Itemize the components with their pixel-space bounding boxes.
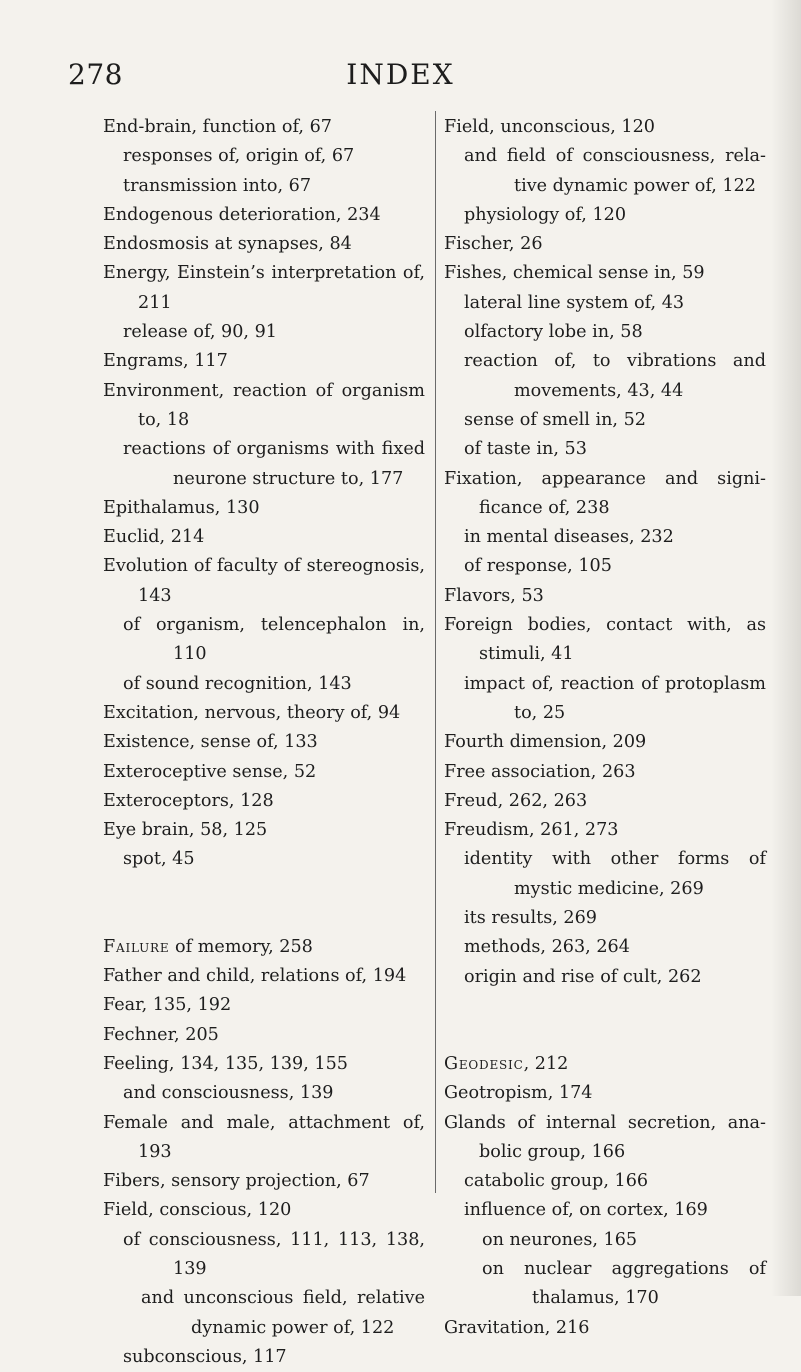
index-entry [444,758,766,787]
entry-text: its results, 269 [464,908,597,929]
entry-text: Fixation, appearance and significance of, 238 [444,468,766,518]
index-subentry [103,1343,425,1372]
index-column-left [103,113,425,1372]
entry-text: Glands of internal secretion, anabolic group, 166 [444,1112,766,1162]
entry-text: Fear, 135, 192 [103,995,232,1016]
index-subentry [444,552,766,581]
index-entry [103,259,425,318]
index-entry [103,523,425,552]
entry-text: Fishes, chemical sense in, 59 [444,263,705,284]
entry-text: impact of, reaction of protoplasm to, 25 [464,673,766,723]
entry-text: Energy, Einstein’s interpretation of, 211 [103,263,425,313]
index-subentry [444,1167,766,1196]
entry-text: on neurones, 165 [482,1229,638,1250]
index-entry [103,816,425,845]
index-entry [444,1314,766,1343]
index-subentry [444,435,766,464]
index-entry [103,991,425,1020]
entry-text: Fourth dimension, 209 [444,732,647,753]
index-subentry [103,172,425,201]
index-entry [444,611,766,670]
index-entry [103,728,425,757]
entry-text: and unconscious field, relative dynamic power of, 122 [141,1288,425,1338]
index-subentry [444,933,766,962]
entry-text: on nuclear aggregations of thalamus, 170 [482,1258,766,1309]
entry-text: Freud, 262, 263 [444,790,588,811]
entry-text: of response, 105 [464,556,612,577]
index-subentry [103,1284,425,1343]
index-column-right [444,113,766,1343]
index-entry [444,787,766,816]
entry-text: physiology of, 120 [464,204,627,225]
entry-text: Engrams, 117 [103,351,228,372]
entry-text: Euclid, 214 [103,527,205,548]
index-entry [103,1196,425,1225]
index-subentry [444,1255,766,1314]
entry-text: of memory, 258 [169,936,313,957]
index-subentry [444,201,766,230]
section-gap [103,875,425,933]
index-entry [444,113,766,142]
entry-text: spot, 45 [123,849,195,870]
entry-text: olfactory lobe in, 58 [464,322,643,343]
index-entry [444,728,766,757]
entry-text: of sound recognition, 143 [123,673,352,694]
entry-text: of consciousness, 111, 113, 138, 139 [123,1229,425,1279]
entry-text: methods, 263, 264 [464,937,630,958]
section-gap [444,992,766,1050]
entry-text: Exteroceptors, 128 [103,790,274,811]
page-edge-shadow [771,0,801,1296]
entry-text: catabolic group, 166 [464,1171,649,1192]
index-entry [444,230,766,259]
entry-text: and consciousness, 139 [123,1083,334,1104]
entry-text: Field, unconscious, 120 [444,117,655,137]
index-subentry [444,1196,766,1225]
index-entry [103,962,425,991]
index-entry [103,113,425,142]
index-subentry [444,670,766,729]
entry-text: Excitation, nervous, theory of, 94 [103,702,401,723]
section-lead-word: Geodesic [444,1053,524,1074]
index-entry [103,1021,425,1050]
index-entry [103,1109,425,1168]
entry-text: and field of consciousness, relative dynamic power of, 122 [464,146,766,196]
index-entry [444,1109,766,1168]
entry-text: release of, 90, 91 [123,322,278,343]
index-entry [103,347,425,376]
index-subentry [444,963,766,992]
entry-text: Environment, reaction of organism to, 18 [103,380,425,430]
index-entry [444,259,766,288]
index-entry [103,1167,425,1196]
entry-text: reactions of organisms with fixed neurone structure to, 177 [123,439,425,489]
entry-text: influence of, on cortex, 169 [464,1200,708,1221]
entry-text: in mental diseases, 232 [464,527,674,548]
index-subentry [444,904,766,933]
entry-text: , 212 [523,1053,569,1074]
entry-text: lateral line system of, 43 [464,292,685,313]
entry-text: of taste in, 53 [464,439,587,460]
index-entry [444,465,766,524]
index-entry [103,933,425,962]
index-subentry [444,406,766,435]
entry-text: Epithalamus, 130 [103,497,260,518]
index-subentry [103,1226,425,1285]
entry-text: Eye brain, 58, 125 [103,820,268,841]
entry-text: of organism, telencephalon in, 110 [123,615,425,665]
index-subentry [103,845,425,874]
entry-text: transmission into, 67 [123,175,312,196]
entry-text: Evolution of faculty of stereognosis, 143 [103,556,425,606]
entry-text: Fechner, 205 [103,1024,219,1045]
index-entry [444,1079,766,1108]
index-entry [103,1050,425,1079]
entry-text: sense of smell in, 52 [464,409,647,430]
index-entry [103,552,425,611]
index-entry [103,787,425,816]
index-subentry [444,1226,766,1255]
page-number: 278 [68,58,123,91]
index-subentry [444,347,766,406]
entry-text: Endosmosis at synapses, 84 [103,234,352,255]
entry-text: Exteroceptive sense, 52 [103,761,317,782]
entry-text: Free association, 263 [444,761,636,782]
index-subentry [103,142,425,171]
index-entry [103,494,425,523]
index-entry [103,699,425,728]
index-entry [103,201,425,230]
index-entry [444,816,766,845]
column-divider [435,111,436,1193]
entry-text: Fibers, sensory projection, 67 [103,1171,370,1192]
entry-text: Father and child, relations of, 194 [103,966,407,987]
page-header [0,58,801,98]
index-subentry [444,523,766,552]
index-subentry [103,1079,425,1108]
index-subentry [444,289,766,318]
index-entry [444,582,766,611]
index-subentry [444,142,766,201]
entry-text: Female and male, attachment of, 193 [103,1112,425,1162]
entry-text: Feeling, 134, 135, 139, 155 [103,1053,348,1074]
index-subentry [444,318,766,347]
index-subentry [103,318,425,347]
entry-text: Field, conscious, 120 [103,1200,292,1221]
entry-text: Geotropism, 174 [444,1083,593,1104]
section-lead-word: Failure [103,936,170,957]
index-entry [103,758,425,787]
entry-text: responses of, origin of, 67 [123,146,355,167]
entry-text: Fischer, 26 [444,234,543,255]
entry-text: End-brain, function of, 67 [103,117,332,137]
entry-text: Freudism, 261, 273 [444,820,619,841]
entry-text: identity with other forms of mystic medicine, 269 [464,849,766,899]
entry-text: reaction of, to vibrations and movements, 43, 44 [464,351,766,401]
entry-text: Existence, sense of, 133 [103,732,318,753]
entry-text: Gravitation, 216 [444,1317,590,1338]
index-subentry [103,611,425,670]
entry-text: subconscious, 117 [123,1346,287,1367]
entry-text: Flavors, 53 [444,585,544,606]
running-head-title: INDEX [346,58,455,91]
entry-text: Foreign bodies, contact with, as stimuli, 41 [444,615,766,665]
index-subentry [103,435,425,494]
index-entry [103,377,425,436]
index-entry [444,1050,766,1079]
index-subentry [103,670,425,699]
entry-text: Endogenous deterioration, 234 [103,204,381,225]
entry-text: origin and rise of cult, 262 [464,966,702,987]
index-entry [103,230,425,259]
index-subentry [444,845,766,904]
